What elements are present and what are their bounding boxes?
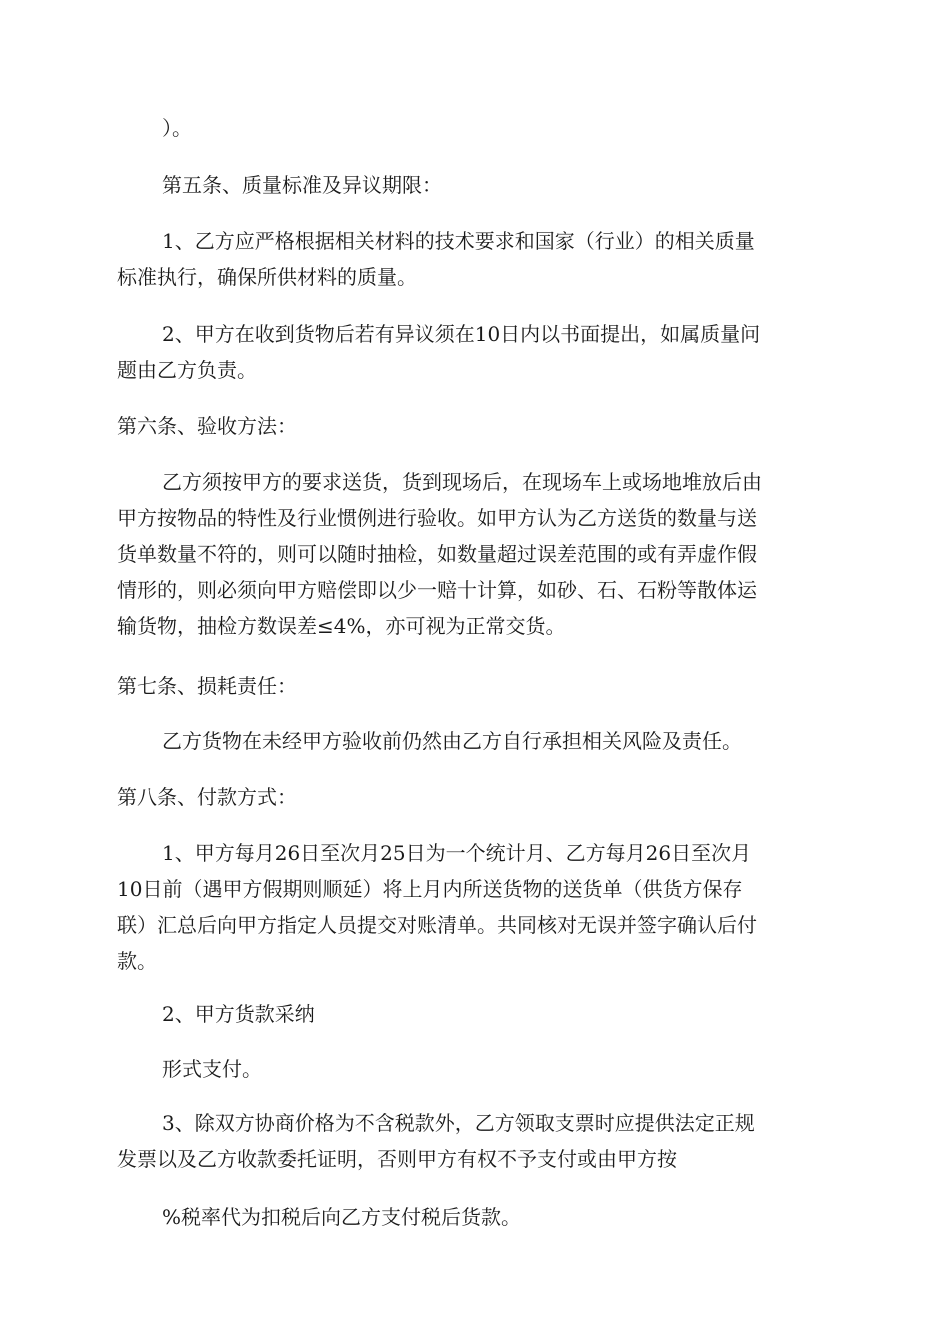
text-line: 形式支付。: [162, 1057, 262, 1081]
text-line: 2、甲方货款采纳: [162, 1002, 315, 1026]
text-line: 第六条、验收方法：: [117, 414, 297, 438]
heading-article-6: [117, 408, 837, 444]
text-line: 输货物，抽检方数误差≤4%，亦可视为正常交货。: [117, 614, 566, 638]
paragraph-article-5-item-1: [117, 223, 837, 295]
text-line: 10日前（遇甲方假期则顺延）将上月内所送货物的送货单（供货方保存: [117, 877, 743, 901]
text-line: 第五条、质量标准及异议期限：: [162, 173, 442, 197]
text-line: 甲方按物品的特性及行业惯例进行验收。如甲方认为乙方送货的数量与送: [117, 506, 757, 530]
paragraph-article-8-item-3: [117, 1105, 837, 1177]
text-line: 联）汇总后向甲方指定人员提交对账清单。共同核对无误并签字确认后付: [117, 913, 757, 937]
paragraph-article-6-body: [117, 464, 837, 644]
paragraph-tax-rate: [117, 1199, 882, 1235]
heading-article-5: [117, 167, 882, 203]
paragraph-article-5-item-2: [117, 316, 837, 388]
text-line: 3、除双方协商价格为不含税款外，乙方领取支票时应提供法定正规: [162, 1111, 755, 1135]
text-line: 第八条、付款方式：: [117, 785, 297, 809]
paragraph-payment-form: [117, 1051, 882, 1087]
paragraph-closing-bracket: [117, 110, 882, 146]
text-line: 乙方须按甲方的要求送货，货到现场后，在现场车上或场地堆放后由: [162, 470, 762, 494]
paragraph-article-8-item-1: [117, 835, 837, 979]
paragraph-article-8-item-2: [117, 996, 882, 1032]
text-line: 乙方货物在未经甲方验收前仍然由乙方自行承担相关风险及责任。: [162, 729, 742, 753]
text-line: %税率代为扣税后向乙方支付税后货款。: [162, 1205, 522, 1229]
text-line: 1、甲方每月26日至次月25日为一个统计月、乙方每月26日至次月: [162, 841, 752, 865]
text-line: 第七条、损耗责任：: [117, 674, 297, 698]
heading-article-8: [117, 779, 837, 815]
text-line: 情形的，则必须向甲方赔偿即以少一赔十计算，如砂、石、石粉等散体运: [117, 578, 757, 602]
text-line: 发票以及乙方收款委托证明，否则甲方有权不予支付或由甲方按: [117, 1147, 677, 1171]
text-line: 1、乙方应严格根据相关材料的技术要求和国家（行业）的相关质量: [162, 229, 755, 253]
text-line: 货单数量不符的，则可以随时抽检，如数量超过误差范围的或有弄虚作假: [117, 542, 757, 566]
paragraph-article-7-body: [117, 723, 882, 759]
text-line: ）。: [162, 116, 192, 140]
heading-article-7: [117, 668, 837, 704]
text-line: 题由乙方负责。: [117, 358, 257, 382]
text-line: 标准执行，确保所供材料的质量。: [117, 265, 417, 289]
text-line: 款。: [117, 949, 157, 973]
text-line: 2、甲方在收到货物后若有异议须在10日内以书面提出，如属质量问: [162, 322, 761, 346]
